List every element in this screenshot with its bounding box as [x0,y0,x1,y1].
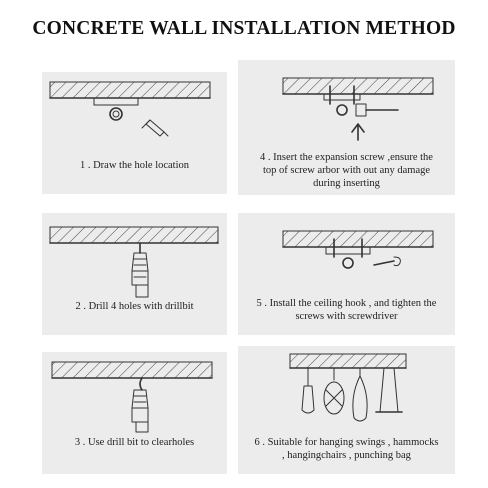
step-6-caption: 6 . Suitable for hanging swings , hammocks , hangingchairs , punching bag [254,437,439,461]
step-2-caption: 2 . Drill 4 holes with drillbit [75,301,194,312]
arrow-up-icon [352,124,364,140]
step-3-panel [42,352,227,474]
step-5-caption: 5 . Install the ceiling hook , and tighten the screws with screwdriver [256,298,437,322]
step-5-panel [238,213,455,335]
hanging-chair-icon [324,368,344,414]
step-2-illustration [42,213,227,335]
pencil-icon [142,120,168,136]
step-2-panel [42,213,227,335]
step-4-panel [238,60,455,195]
hammer-icon [356,104,398,116]
hammock-icon [353,368,367,421]
step-4-caption: 4 . Insert the expansion screw ,ensure the top of screw arbor with out any damage during inserting [260,152,433,189]
page-title: CONCRETE WALL INSTALLATION METHOD [32,18,456,39]
punching-bag-icon [302,368,314,413]
step-3-caption: 3 . Use drill bit to clearholes [74,437,195,448]
step-1-panel [42,72,227,194]
step-1-illustration [42,72,227,194]
drill-icon [132,378,148,432]
step-1-caption: 1 . Draw the hole location [79,160,190,171]
drill-icon [132,243,148,297]
swing-icon [376,368,402,412]
step-3-illustration [42,352,227,474]
wrench-icon [374,257,400,266]
step-6-panel [238,346,455,474]
